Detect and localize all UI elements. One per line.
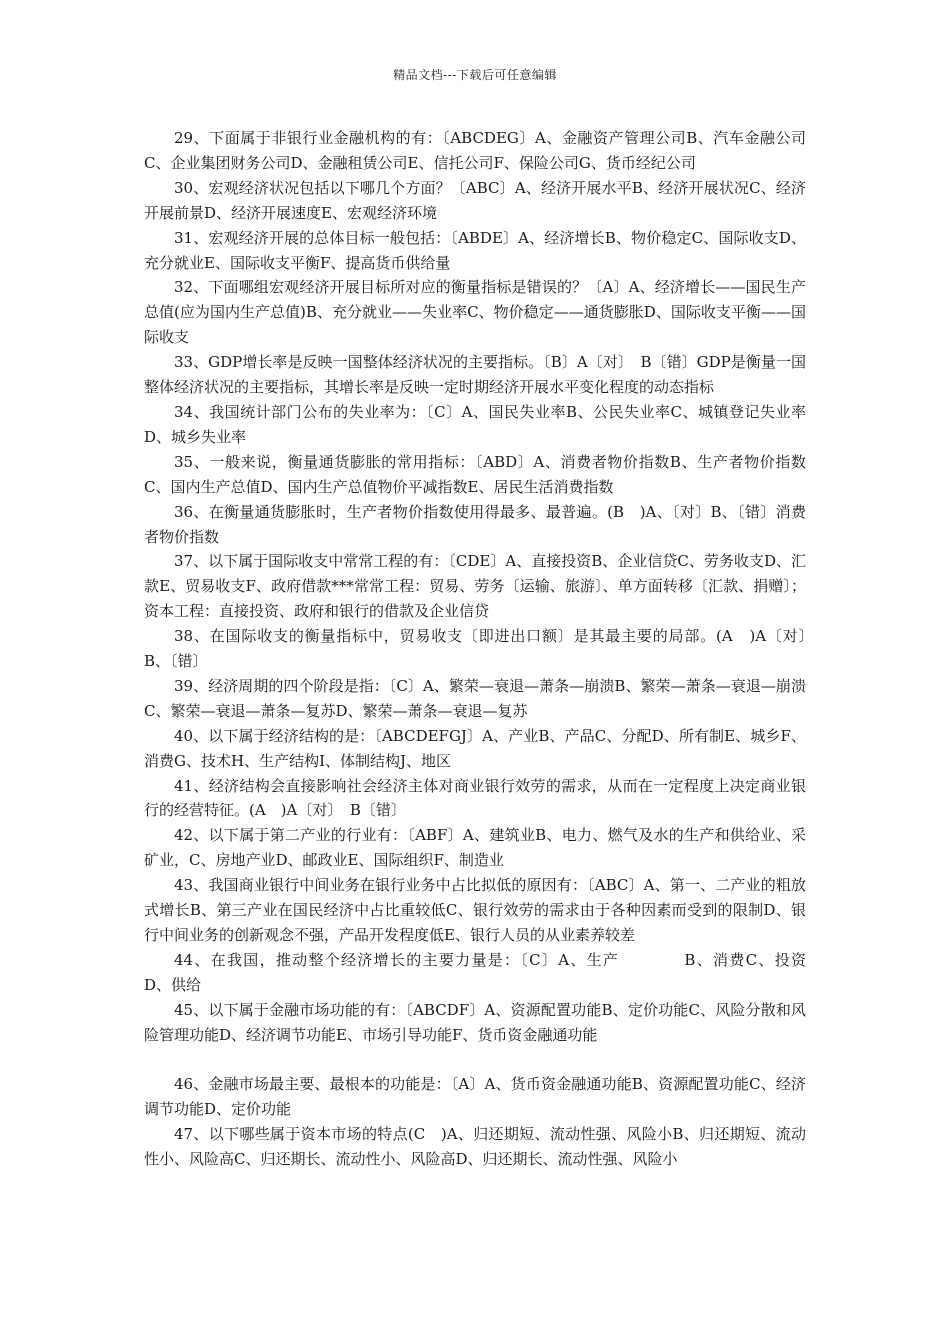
question-42: 42、以下属于第二产业的行业有：〔ABF〕A、建筑业B、电力、燃气及水的生产和供给业、采矿业，C、房地产业D、邮政业E、国际组织F、制造业 <box>144 826 806 870</box>
question-36: 36、在衡量通货膨胀时，生产者物价指数使用得最多、最普遍。(B )A、〔对〕B、〔错〕消费者物价指数 <box>144 502 806 546</box>
question-37: 37、以下属于国际收支中常常工程的有：〔CDE〕A、直接投资B、企业信贷C、劳务收支D、汇款E、贸易收支F、政府借款***常常工程：贸易、劳务〔运输、旅游〕、单方面转移〔汇款、捐赠〕；资本工程：直接投资、政府和银行的借款及企业信贷 <box>144 552 806 621</box>
question-32: 32、下面哪组宏观经济开展目标所对应的衡量指标是错误的？〔A〕A、经济增长——国民生产总值(应为国内生产总值)B、充分就业——失业率C、物价稳定——通货膨胀D、国际收支平衡——国际收支 <box>144 278 806 347</box>
question-39: 39、经济周期的四个阶段是指：〔C〕A、繁荣—衰退—萧条—崩溃B、繁荣—萧条—衰退—崩溃C、繁荣—衰退—萧条—复苏D、繁荣—萧条—衰退—复苏 <box>144 676 806 720</box>
question-30: 30、宏观经济状况包括以下哪几个方面？〔ABC〕A、经济开展水平B、经济开展状况C、经济开展前景D、经济开展速度E、宏观经济环境 <box>144 178 806 222</box>
question-43: 43、我国商业银行中间业务在银行业务中占比拟低的原因有：〔ABC〕A、第一、二产业的粗放式增长B、第三产业在国民经济中占比重较低C、银行效劳的需求由于各种因素而受到的限制D、银行中间业务的创新观念不强，产品开发程度低E、银行人员的从业素养较差 <box>144 876 806 944</box>
question-29: 29、下面属于非银行业金融机构的有：〔ABCDEG〕A、金融资产管理公司B、汽车金融公司C、企业集团财务公司D、金融租赁公司E、信托公司F、保险公司G、货币经纪公司 <box>144 129 806 172</box>
question-33: 33、GDP增长率是反映一国整体经济状况的主要指标。〔B〕A〔对〕 B〔错〕GDP是衡量一国整体经济状况的主要指标，其增长率是反映一定时期经济开展水平变化程度的动态指标 <box>144 353 806 397</box>
question-46: 46、金融市场最主要、最根本的功能是：〔A〕A、货币资金融通功能B、资源配置功能C、经济调节功能D、定价功能 <box>144 1075 806 1119</box>
question-44: 44、在我国，推动整个经济增长的主要力量是：〔C〕A、生产 B、消费C、投资 D、供给 <box>144 950 867 994</box>
question-47: 47、以下哪些属于资本市场的特点(C )A、归还期短、流动性强、风险小B、归还期短、流动性小、风险高C、归还期长、流动性小、风险高D、归还期长、流动性强、风险小 <box>144 1125 806 1169</box>
question-45: 45、以下属于金融市场功能的有：〔ABCDF〕A、资源配置功能B、定价功能C、风险分散和风险管理功能D、经济调节功能E、市场引导功能F、货币资金融通功能 <box>144 1000 806 1044</box>
question-31: 31、宏观经济开展的总体目标一般包括：〔ABDE〕A、经济增长B、物价稳定C、国际收支D、充分就业E、国际收支平衡F、提高货币供给量 <box>144 228 806 272</box>
question-35: 35、一般来说，衡量通货膨胀的常用指标：〔ABD〕A、消费者物价指数B、生产者物价指数C、国内生产总值D、国内生产总值物价平减指数E、居民生活消费指数 <box>144 452 806 496</box>
question-34: 34、我国统计部门公布的失业率为：〔C〕A、国民失业率B、公民失业率C、城镇登记失业率D、城乡失业率 <box>144 402 806 446</box>
question-41: 41、经济结构会直接影响社会经济主体对商业银行效劳的需求，从而在一定程度上决定商业银行的经营特征。(A )A〔对〕 B〔错〕 <box>144 776 806 820</box>
page-header: 精品文档---下载后可任意编辑 <box>393 68 557 82</box>
document-body <box>144 126 867 1172</box>
question-40: 40、以下属于经济结构的是：〔ABCDEFGJ〕A、产业B、产品C、分配D、所有制E、城乡F、消费G、技术H、生产结构I、体制结构J、地区 <box>144 726 806 770</box>
question-38: 38、在国际收支的衡量指标中，贸易收支〔即进出口额〕是其最主要的局部。(A )A〔对〕 B、〔错〕 <box>144 627 822 671</box>
